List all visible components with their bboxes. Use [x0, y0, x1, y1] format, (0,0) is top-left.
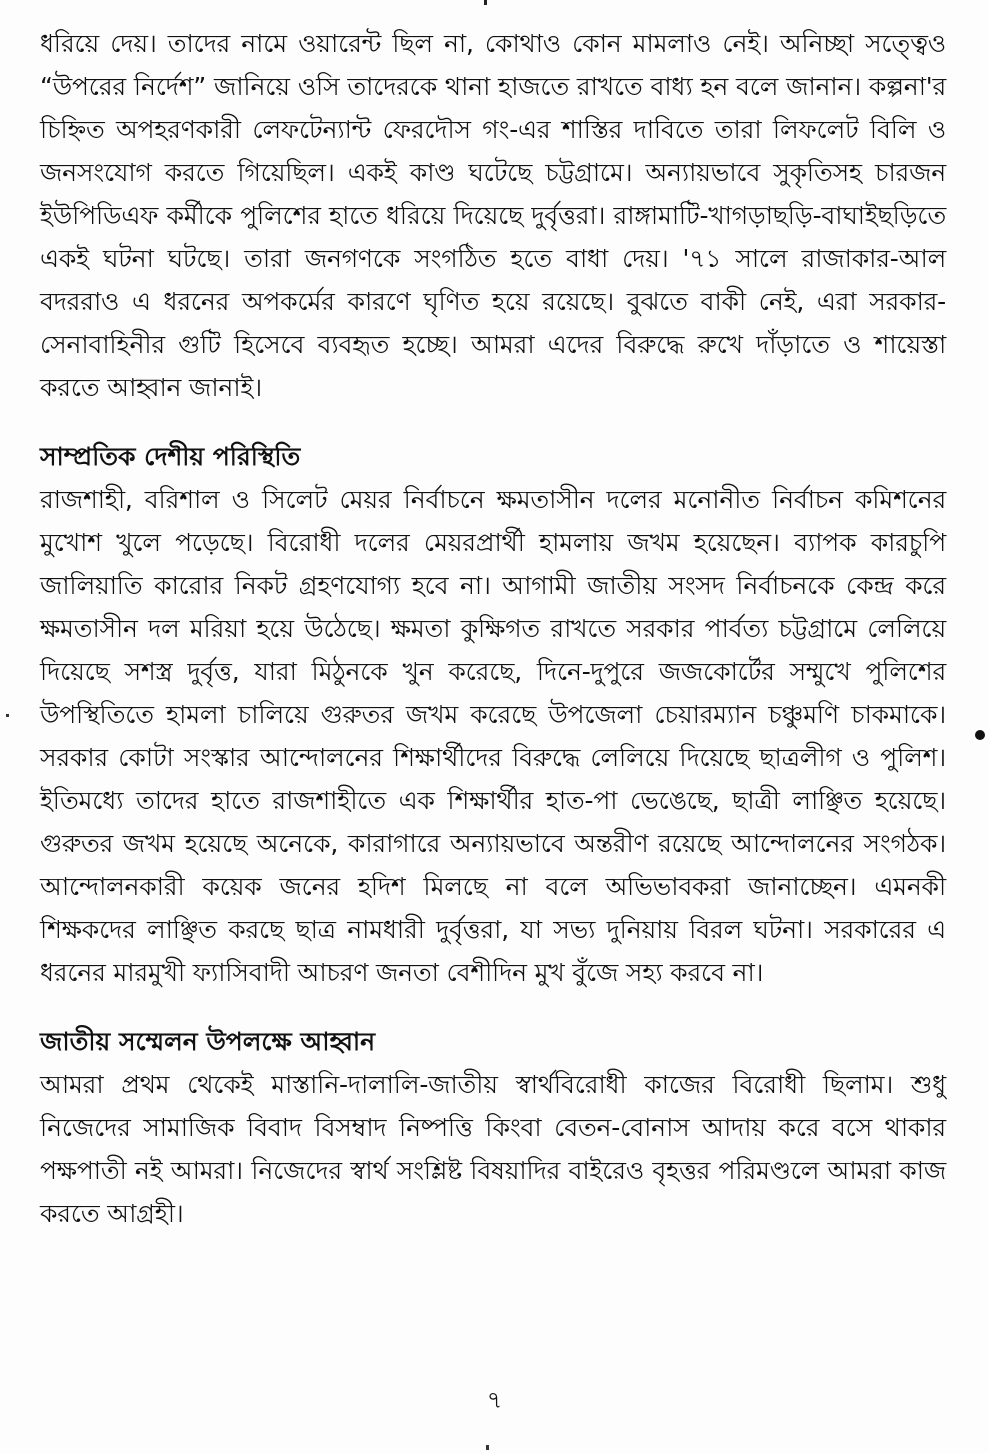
- paragraph-intro-continuation: ধরিয়ে দেয়। তাদের নামে ওয়ারেন্ট ছিল না, কোথাও কোন মামলাও নেই। অনিচ্ছা সত্ত্বেও “উপরের নির্দেশ” জানিয়ে ওসি তাদেরকে থানা হাজতে রাখতে বাধ্য হন বলে জানান। কল্পনা'র চিহ্নিত অপহরণকারী লেফটেন্যান্ট ফেরদৌস গং-এর শাস্তির দাবিতে তারা লিফলেট বিলি ও জনসংযোগ করতে গিয়েছিল। একই কাণ্ড ঘটেছে চট্টগ্রামে। অন্যায়ভাবে সুকৃতিসহ চারজন ইউপিডিএফ কর্মীকে পুলিশের হাতে ধরিয়ে দিয়েছে দুর্বৃত্তরা। রাঙ্গামাটি-খাগড়াছড়ি-বাঘাইছড়িতে একই ঘটনা ঘটছে। তারা জনগণকে সংগঠিত হতে বাধা দেয়। '৭১ সালে রাজাকার-আল বদররাও এ ধরনের অপকর্মের কারণে ঘৃণিত হয়ে রয়েছে। বুঝতে বাকী নেই, এরা সরকার-সেনাবাহিনীর গুটি হিসেবে ব্যবহৃত হচ্ছে। আমরা এদের বিরুদ্ধে রুখে দাঁড়াতে ও শায়েস্তা করতে আহ্বান জানাই।: [40, 29, 946, 402]
- paragraph-conference-call: আমরা প্রথম থেকেই মাস্তানি-দালালি-জাতীয় স্বার্থবিরোধী কাজের বিরোধী ছিলাম। শুধু নিজেদের সামাজিক বিবাদ বিসম্বাদ নিষ্পত্তি কিংবা বেতন-বোনাস আদায় করে বসে থাকার পক্ষপাতী নই আমরা। নিজেদের স্বার্থ সংশ্লিষ্ট বিষয়াদির বাইরেও বৃহত্তর পরিমণ্ডলে আমরা কাজ করতে আগ্রহী।: [40, 1070, 946, 1228]
- page-number: ৭: [486, 1386, 503, 1414]
- scan-mark-top: [484, 0, 487, 5]
- heading-current-national-situation: সাম্প্রতিক দেশীয় পরিস্থিতি: [40, 442, 301, 471]
- scan-mark-bottom: [486, 1445, 489, 1450]
- scan-mark-left: [6, 714, 9, 717]
- scan-dot-right: [975, 730, 985, 740]
- paragraph-national-situation: রাজশাহী, বরিশাল ও সিলেট মেয়র নির্বাচনে ক্ষমতাসীন দলের মনোনীত নির্বাচন কমিশনের মুখোশ খুলে পড়েছে। বিরোধী দলের মেয়রপ্রার্থী হামলায় জখম হয়েছেন। ব্যাপক কারচুপি জালিয়াতি কারোর নিকট গ্রহণযোগ্য হবে না। আগামী জাতীয় সংসদ নির্বাচনকে কেন্দ্র করে ক্ষমতাসীন দল মরিয়া হয়ে উঠেছে। ক্ষমতা কুক্ষিগত রাখতে সরকার পার্বত্য চট্টগ্রামে লেলিয়ে দিয়েছে সশস্ত্র দুর্বৃত্ত, যারা মিঠুনকে খুন করেছে, দিনে-দুপুরে জজকোর্টের সম্মুখে পুলিশের উপস্থিতিতে হামলা চালিয়ে গুরুতর জখম করেছে উপজেলা চেয়ারম্যান চঞ্চুমণি চাকমাকে। সরকার কোটা সংস্কার আন্দোলনের শিক্ষার্থীদের বিরুদ্ধে লেলিয়ে দিয়েছে ছাত্রলীগ ও পুলিশ। ইতিমধ্যে তাদের হাতে রাজশাহীতে এক শিক্ষার্থীর হাত-পা ভেঙেছে, ছাত্রী লাঞ্ছিত হয়েছে। গুরুতর জখম হয়েছে অনেকে, কারাগারে অন্যায়ভাবে অন্তরীণ রয়েছে আন্দোলনের সংগঠক। আন্দোলনকারী কয়েক জনের হদিশ মিলছে না বলে অভিভাবকরা জানাচ্ছেন। এমনকী শিক্ষকদের লাঞ্ছিত করছে ছাত্র নামধারী দুর্বৃত্তরা, যা সভ্য দুনিয়ায় বিরল ঘটনা। সরকারের এ ধরনের মারমুখী ফ্যাসিবাদী আচরণ জনতা বেশীদিন মুখ বুঁজে সহ্য করবে না।: [40, 485, 946, 987]
- heading-national-conference-call: জাতীয় সম্মেলন উপলক্ষে আহ্বান: [40, 1027, 376, 1056]
- page-content: [40, 22, 946, 1235]
